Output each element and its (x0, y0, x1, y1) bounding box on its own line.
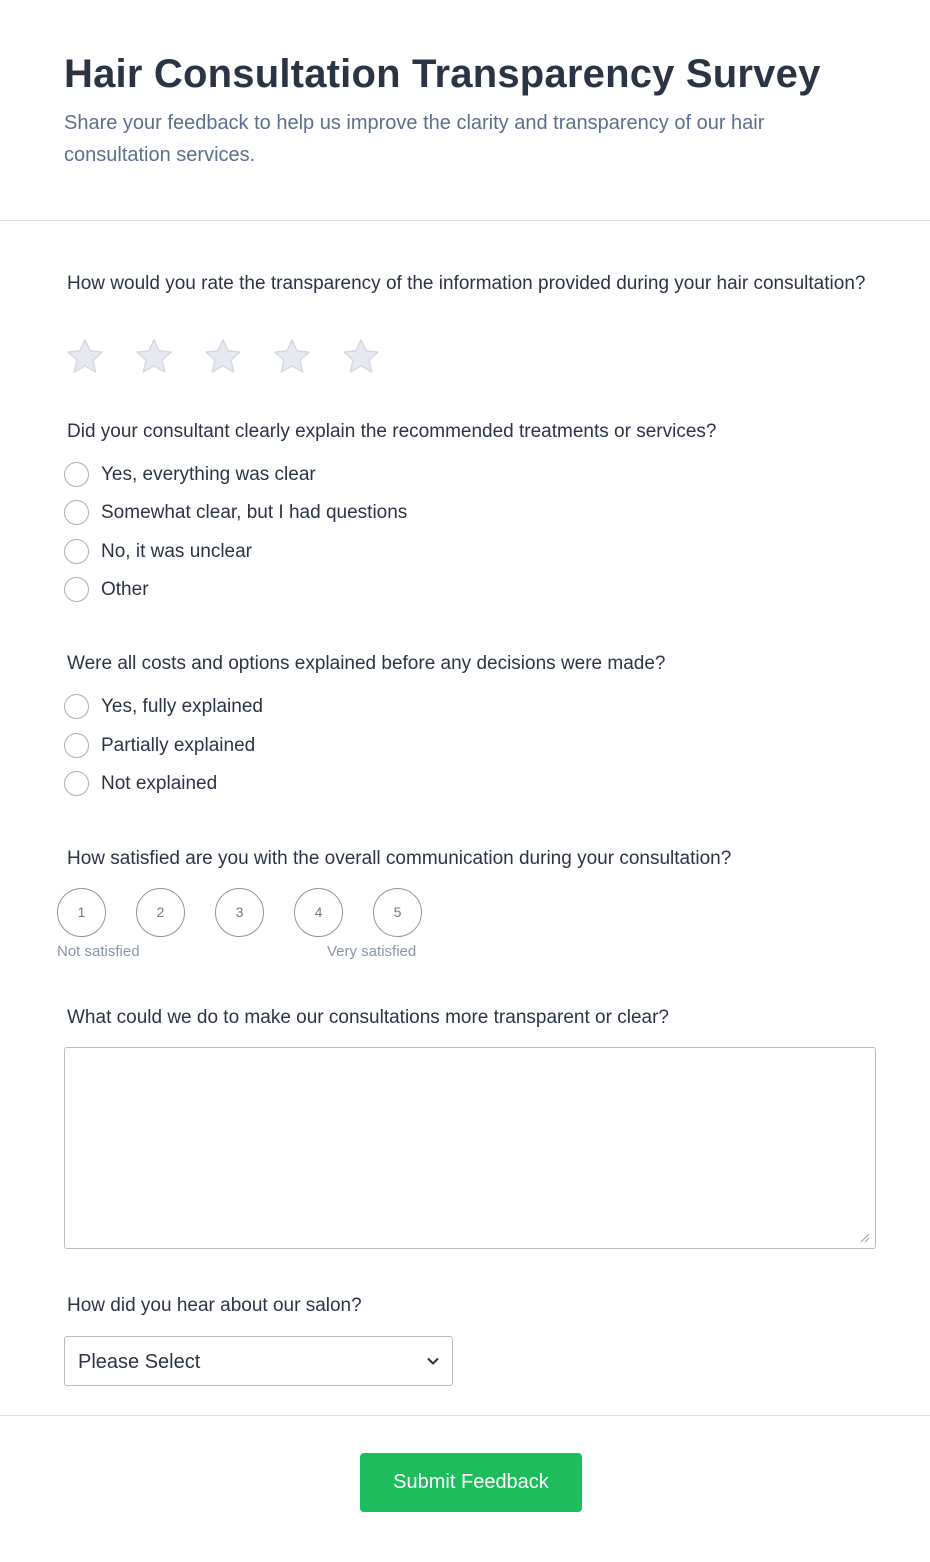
radio-label: Somewhat clear, but I had questions (101, 502, 408, 523)
star-icon[interactable] (340, 336, 382, 378)
scale-option-1[interactable]: 1 (57, 888, 106, 937)
survey-header (0, 0, 930, 221)
radio-button[interactable] (64, 733, 89, 758)
page-subtitle: Share your feedback to help us improve the clarity and transparency of our hair consultation services. (64, 112, 765, 166)
scale-option-2[interactable]: 2 (136, 888, 185, 937)
radio-button[interactable] (64, 539, 89, 564)
page-title: Hair Consultation Transparency Survey (64, 52, 821, 96)
footer-divider (0, 1415, 930, 1416)
radio-button[interactable] (64, 462, 89, 487)
scale-high-label: Very satisfied (327, 943, 417, 960)
question-costs-explained: Were all costs and options explained before any decisions were made? (67, 653, 666, 674)
radio-label: Not explained (101, 773, 218, 794)
star-icon[interactable] (271, 336, 313, 378)
star-icon[interactable] (202, 336, 244, 378)
question-improvement-suggestions: What could we do to make our consultations more transparent or clear? (67, 1007, 669, 1028)
radio-button[interactable] (64, 500, 89, 525)
question-treatment-explanation: Did your consultant clearly explain the recommended treatments or services? (67, 421, 717, 442)
radio-label: Yes, everything was clear (101, 464, 316, 485)
radio-label: Partially explained (101, 735, 256, 756)
question-communication-satisfaction: How satisfied are you with the overall communication during your consultation? (67, 848, 732, 869)
star-icon[interactable] (64, 336, 106, 378)
radio-label: No, it was unclear (101, 541, 253, 562)
radio-label: Other (101, 579, 149, 600)
radio-label: Yes, fully explained (101, 696, 263, 717)
radio-button[interactable] (64, 694, 89, 719)
scale-option-5[interactable]: 5 (373, 888, 422, 937)
scale-option-4[interactable]: 4 (294, 888, 343, 937)
scale-option-3[interactable]: 3 (215, 888, 264, 937)
question-referral-source: How did you hear about our salon? (67, 1295, 362, 1316)
scale-low-label: Not satisfied (57, 943, 140, 960)
suggestions-textarea[interactable] (64, 1047, 876, 1249)
star-icon[interactable] (133, 336, 175, 378)
submit-button[interactable]: Submit Feedback (360, 1453, 582, 1512)
radio-button[interactable] (64, 771, 89, 796)
question-transparency-rating: How would you rate the transparency of the information provided during your hair consultation? (67, 273, 866, 294)
select-value: Please Select (78, 1351, 201, 1373)
resize-handle-icon[interactable] (858, 1231, 870, 1243)
chevron-down-icon (426, 1354, 440, 1368)
radio-button[interactable] (64, 577, 89, 602)
referral-select[interactable] (64, 1336, 453, 1386)
